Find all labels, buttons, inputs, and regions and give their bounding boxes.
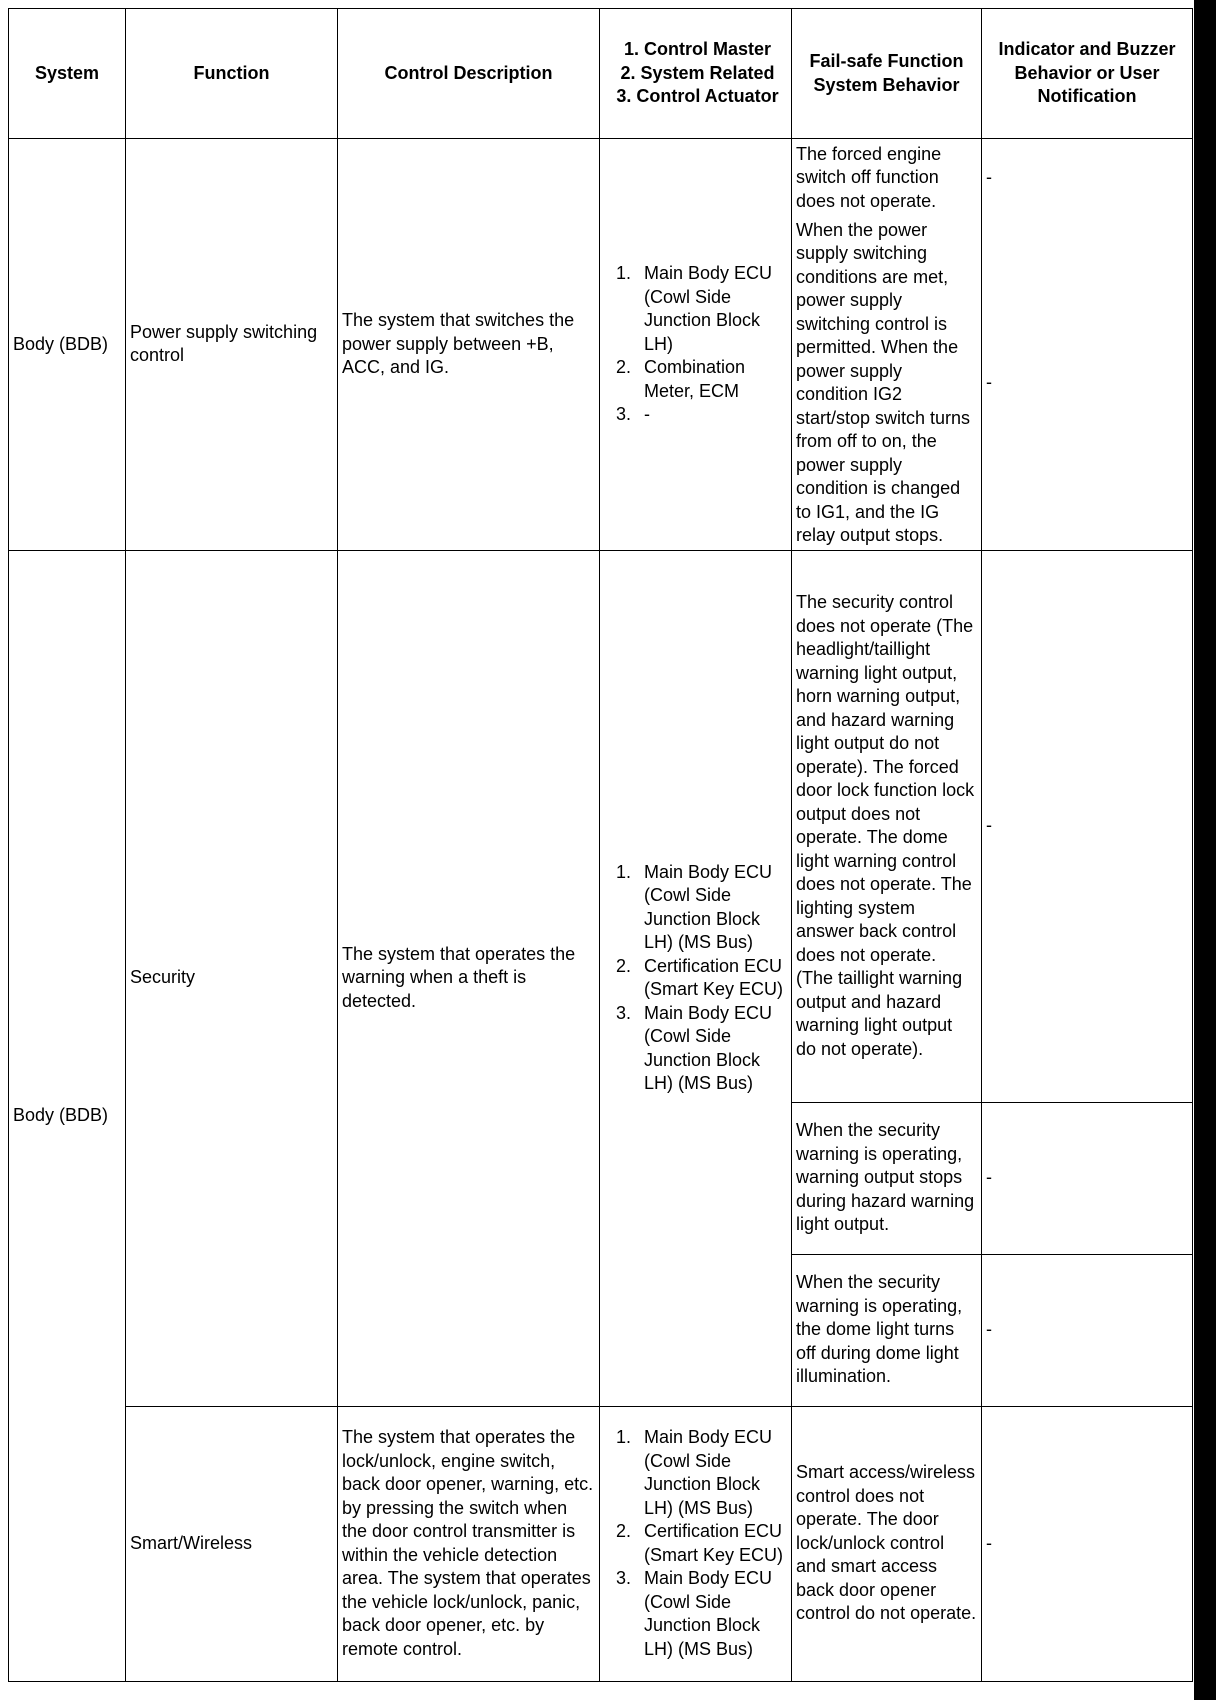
table-row [9,139,1193,217]
cell-failsafe: When the security warning is operating, the dome light turns off during dome light illumination. [792,1254,982,1406]
list-item [604,403,787,427]
item-number: 2. [616,1521,632,1541]
table-row [9,550,1193,1102]
header-control-description: Control Description [338,9,600,139]
item-number: 1. [616,1427,632,1447]
item-text: Combination Meter, ECM [644,357,746,401]
cell-control [600,550,792,1406]
item-number: 1. [616,861,632,882]
cell-function: Smart/Wireless [126,1406,338,1681]
list-item [604,1520,787,1567]
item-text: - [644,404,650,424]
list-item [604,1002,787,1096]
item-number: 2. [616,955,632,976]
cell-failsafe: The forced engine switch off function does not operate. [792,139,982,217]
item-text: Main Body ECU (Cowl Side Junction Block LH) [644,263,773,354]
cell-failsafe: The security control does not operate (The headlight/taillight warning light output, horn warning output, and hazard warning light output do not operate). The forced door lock function lock output does not operate. The dome light warning control does not operate. The lighting system answer back control does not operate. (The taillight warning output and hazard warning light output do not operate). [792,550,982,1102]
header-system-related: 2. System Related [620,62,775,83]
header-failsafe: Fail-safe Function System Behavior [792,9,982,139]
list-item [604,262,787,356]
cell-indicator: - [982,1102,1193,1254]
item-number: 1. [616,263,632,283]
header-indicator: Indicator and Buzzer Behavior or User Notification [982,9,1193,139]
cell-control [600,1406,792,1681]
list-item [604,1567,787,1661]
item-number: 2. [616,357,632,377]
list-item [604,356,787,403]
cell-failsafe: When the security warning is operating, warning output stops during hazard warning light output. [792,1102,982,1254]
header-function: Function [126,9,338,139]
item-number: 3. [616,1568,632,1588]
cell-indicator: - [982,550,1193,1102]
cell-failsafe: Smart access/wireless control does not operate. The door lock/unlock control and smart access back door opener control do not operate. [792,1406,982,1681]
list-item [604,1426,787,1520]
cell-system: Body (BDB) [9,550,126,1681]
header-control-items [600,9,792,139]
page-edge-bar [1194,0,1216,1700]
cell-description: The system that switches the power supply between +B, ACC, and IG. [338,139,600,551]
header-row [9,9,1193,139]
cell-description: The system that operates the lock/unlock, engine switch, back door opener, warning, etc. by pressing the switch when the door control transmitter is within the vehicle detection area. The system that operates the vehicle lock/unlock, panic, back door opener, etc. by remote control. [338,1406,600,1681]
cell-description: The system that operates the warning when a theft is detected. [338,550,600,1406]
cell-function: Power supply switching control [126,139,338,551]
table-row [9,1406,1193,1681]
list-item [604,861,787,955]
item-text: Main Body ECU (Cowl Side Junction Block LH) (MS Bus) [644,1568,773,1659]
item-text: Main Body ECU (Cowl Side Junction Block LH) (MS Bus) [644,861,773,952]
item-text: Certification ECU (Smart Key ECU) [644,955,784,999]
cell-indicator: - [982,217,1193,551]
header-control-master: 1. Control Master [623,39,772,60]
item-text: Certification ECU (Smart Key ECU) [644,1521,784,1565]
cell-failsafe: When the power supply switching conditions are met, power supply switching control is permitted. When the power supply condition IG2 start/stop switch turns from off to on, the power supply condition is changed to IG1, and the IG relay output stops. [792,217,982,551]
cell-function: Security [126,550,338,1406]
cell-control [600,139,792,551]
failsafe-table [8,8,1193,1682]
item-number: 3. [616,1002,632,1023]
cell-system: Body (BDB) [9,139,126,551]
item-number: 3. [616,404,632,424]
header-control-actuator: 3. Control Actuator [616,86,779,107]
list-item [604,955,787,1002]
cell-indicator: - [982,139,1193,217]
cell-indicator: - [982,1406,1193,1681]
cell-indicator: - [982,1254,1193,1406]
item-text: Main Body ECU (Cowl Side Junction Block LH) (MS Bus) [644,1002,773,1093]
item-text: Main Body ECU (Cowl Side Junction Block LH) (MS Bus) [644,1427,773,1518]
header-system: System [9,9,126,139]
